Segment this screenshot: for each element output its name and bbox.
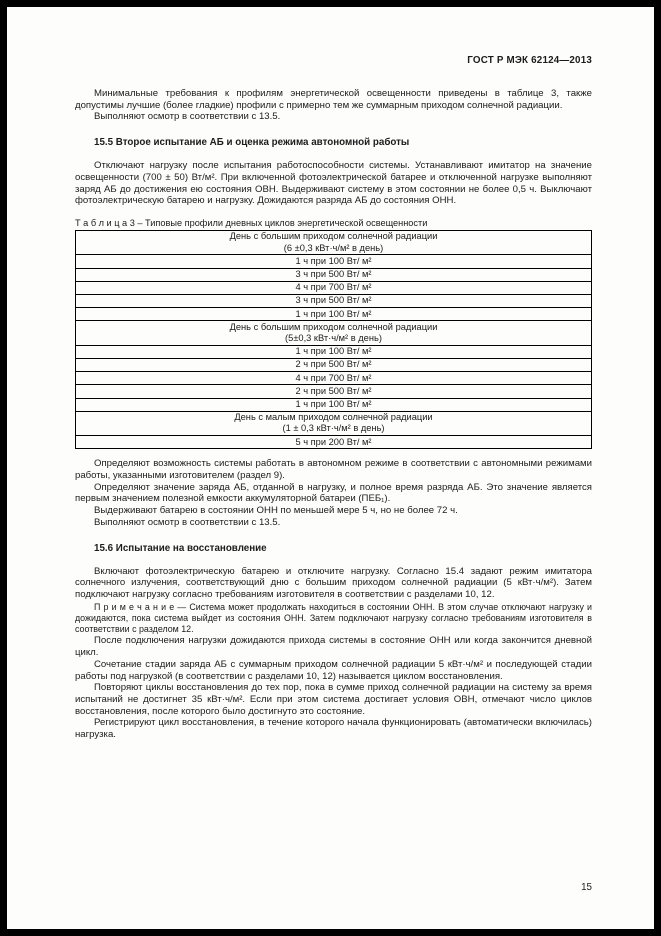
table-cell: 4 ч при 700 Вт/ м² [76, 281, 592, 294]
table-section-subtitle: (5±0,3 кВт·ч/м² в день) [285, 333, 382, 344]
table-section-title: День с малым приходом солнечной радиации [234, 412, 433, 423]
table-row [76, 358, 592, 371]
note-paragraph: П р и м е ч а н и е — Система может продолжать находиться в состоянии ОНН. В этом случае отключают нагрузку и дожидаются, пока система выйдет из состояния ОНН. Затем подключают нагрузку согласно требованиям изготовителя в соответствии с разделом 12. [75, 601, 592, 634]
paragraph: Определяют значение заряда АБ, отданной в нагрузку, и полное время разряда АБ. Это значение является первым значением полезной емкости аккумуляторной батареи (ПЕБ₁). [75, 481, 592, 505]
paragraph: Выдерживают батарею в состоянии ОНН по меньшей мере 5 ч, но не более 72 ч. [94, 505, 458, 517]
paragraph: Выполняют осмотр в соответствии с 13.5. [94, 111, 281, 123]
table-row [76, 281, 592, 294]
table-cell: 3 ч при 500 Вт/ м² [76, 268, 592, 281]
table-section-header-row [76, 230, 592, 254]
table-section-subtitle: (1 ± 0,3 кВт·ч/м² в день) [282, 423, 385, 434]
paragraph: Отключают нагрузку после испытания работоспособности системы. Устанавливают имитатор на значение освещенности (700 ± 50) Вт/м². При включенной фотоэлектрической батарее и отключенной нагрузке выполняют заряд АБ до достижения ею состояния ОВН. Выдерживают систему в этом состоянии не более 0,5 ч. Выключают фотоэлектрическую батарею и нагрузку. Дожидаются разряда АБ до состояния ОНН. [75, 160, 592, 207]
table-section-header-cell [76, 321, 592, 345]
table-row [76, 345, 592, 358]
table-cell: 3 ч при 500 Вт/ м² [76, 294, 592, 307]
table-row [76, 398, 592, 411]
section-15-5-body [75, 458, 592, 528]
table-cell: 4 ч при 700 Вт/ м² [76, 372, 592, 385]
table-cell: 2 ч при 500 Вт/ м² [76, 385, 592, 398]
table-section-title: День с большим приходом солнечной радиации [229, 231, 438, 242]
page-content [75, 55, 592, 741]
table-row [76, 255, 592, 268]
table-3 [75, 230, 592, 449]
section-heading-15-6: 15.6 Испытание на восстановление [94, 542, 267, 554]
table-section-header-cell [76, 411, 592, 435]
paragraph: После подключения нагрузки дожидаются прихода системы в состояние ОНН или когда закончится дневной цикл. [75, 635, 592, 659]
table-row [76, 436, 592, 449]
table-section-subtitle: (6 ±0,3 кВт·ч/м² в день) [283, 242, 384, 253]
table-cell: 1 ч при 100 Вт/ м² [76, 345, 592, 358]
table-section-title: День с большим приходом солнечной радиации [229, 321, 438, 332]
paragraph: Минимальные требования к профилям энергетической освещенности приведены в таблице 3, также допустимы лучшие (более гладкие) профили с примерно тем же суммарным приходом солнечной радиации. [75, 88, 592, 111]
table-cell: 2 ч при 500 Вт/ м² [76, 358, 592, 371]
table-section-header-cell [76, 230, 592, 254]
table-cell: 1 ч при 100 Вт/ м² [76, 308, 592, 321]
paragraph: Регистрируют цикл восстановления, в течение которого начала функционировать (автоматически включилась) нагрузка. [75, 717, 592, 741]
table-cell: 1 ч при 100 Вт/ м² [76, 398, 592, 411]
table-row [76, 308, 592, 321]
page-number: 15 [581, 882, 592, 893]
table-row [76, 385, 592, 398]
paragraph: Включают фотоэлектрическую батарею и отключите нагрузку. Согласно 15.4 задают режим имитатора солнечного излучения, соответствующий дню с большим приходом солнечной радиации (5 кВт·ч/м²). Затем подключают нагрузку согласно требованиям изготовителя в соответствии с разделами 10, 12. [75, 565, 592, 600]
table-section-header-row [76, 411, 592, 435]
table-caption: Т а б л и ц а 3 – Типовые профили дневных циклов энергетической освещенности [75, 217, 428, 228]
paragraph: Повторяют циклы восстановления до тех пор, пока в сумме приход солнечной радиации на систему за время испытаний не достигнет 35 кВт·ч/м². Если при этом система достигает условия ОВН, отмечают число циклов восстановления, после которого было достигнуто это состояние. [75, 682, 592, 717]
table-row [76, 294, 592, 307]
paragraph: Сочетание стадии заряда АБ с суммарным приходом солнечной радиации 5 кВт·ч/м² и последующей стадии работы под нагрузкой (в соответствии с разделами 10, 12) называется циклом восстановления. [75, 658, 592, 682]
table-cell: 5 ч при 200 Вт/ м² [76, 436, 592, 449]
paragraph: Выполняют осмотр в соответствии с 13.5. [94, 516, 281, 528]
table-row [76, 268, 592, 281]
doc-code: ГОСТ Р МЭК 62124—2013 [467, 55, 592, 66]
table-section-header-row [76, 321, 592, 345]
table-row [76, 372, 592, 385]
table-cell: 1 ч при 100 Вт/ м² [76, 255, 592, 268]
section-heading-15-5: 15.5 Второе испытание АБ и оценка режима автономной работы [94, 137, 410, 149]
paragraph: Определяют возможность системы работать в автономном режиме в соответствии с автономными режимами работы, указанными изготовителем (раздел 9). [75, 458, 592, 482]
